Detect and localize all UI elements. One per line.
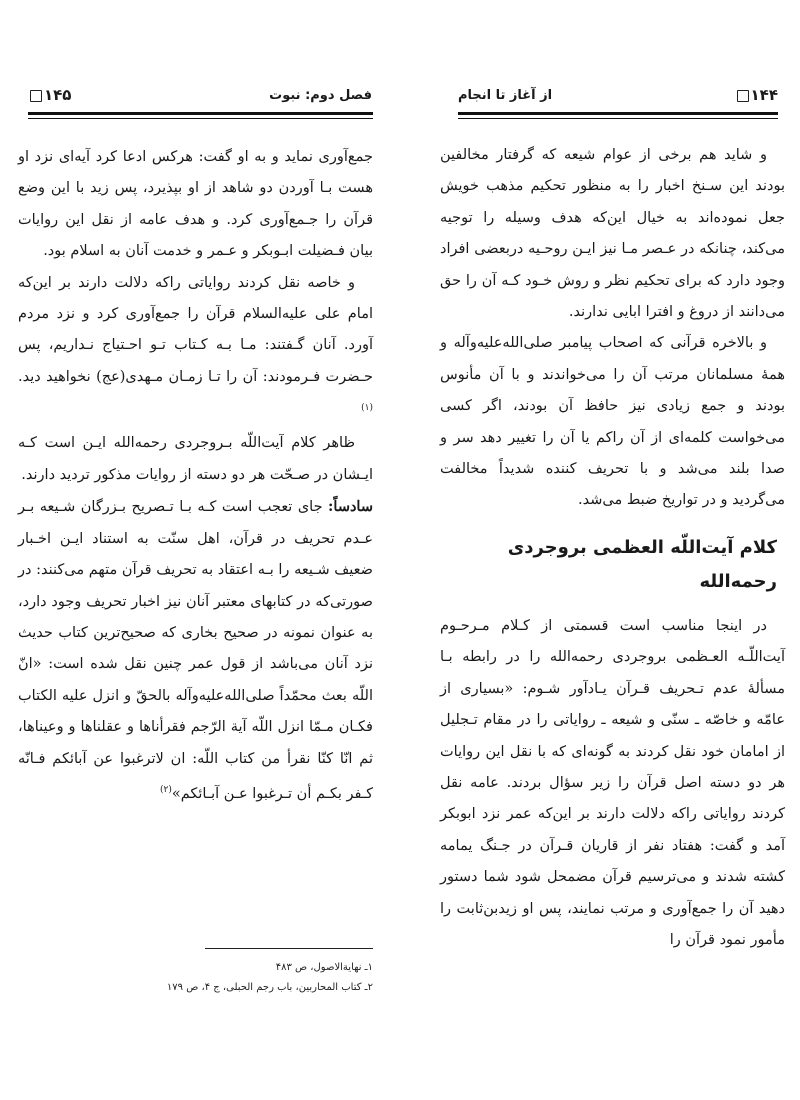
running-title: فصل دوم: نبوت bbox=[269, 88, 372, 103]
footnote-divider bbox=[205, 948, 373, 949]
header-rule bbox=[28, 112, 373, 115]
footnote-ref: (۱) bbox=[361, 403, 373, 414]
page-number bbox=[735, 86, 778, 104]
right-page bbox=[400, 0, 800, 1100]
header-rule-thin bbox=[458, 118, 778, 119]
lead-word: سادساً: bbox=[328, 498, 373, 516]
left-page-header bbox=[28, 86, 372, 108]
paragraph: ظاهر کلام آیت‌اللّه بـروجردی رحمه‌الله ایـن است کـه ایـشان در صـحّت هر دو دسته از روایات مذکور تردید دارند. bbox=[18, 435, 373, 483]
section-heading: کلام آیت‌اللّه العظمی بروجردی رحمه‌الله bbox=[507, 536, 777, 592]
paragraph bbox=[18, 268, 373, 429]
right-page-body bbox=[440, 140, 785, 956]
paragraph: در اینجا مناسب است قسمتی از کـلام مـرحـوم آیت‌اللّـه العـظمی بروجردی رحمه‌الله را در رابطه بـا مسألهٔ عدم تـحریف قـرآن یـادآور شـوم: «بسیاری از عامّه و خاصّه ـ سنّی و شیعه ـ روایاتی را در مقام تـجلیل از امامان خود نقل کردند به گونه‌ای که با نقل این روایات هر دو دسته اصل قرآن را زیر سؤال بردند. عامه نقل کردند روایاتی راکه دلالت دارند بر این‌که عمر نزد ابوبکر آمد و گفت: هفتاد نفر از قاریان قـرآن در جـنگ یمامه کشته شدند و می‌ترسیم قرآن مضمحل شود شما دستور دهید آن را جمع‌آوری و مرتب نمایند، پس او زیدبن‌ثابت را مأمور نمود قرآن را bbox=[440, 617, 785, 948]
paragraph: و بالاخره قرآنی که اصحاب پیامبر صلی‌الله‌علیه‌وآله و همهٔ مسلمانان مرتب آن را می‌خواندند و با آن مأنوس بودند و جمع زیادی نیز حافظ آن بودند، اگر کسی می‌خواست کلمه‌ای از آن راکم یا آن را تغییر دهد سر و صدا بلند می‌شد و با تحریف کننده شدیداً مخالفت می‌گردید و در تواریخ ضبط می‌شد. bbox=[440, 335, 785, 509]
page-box-icon bbox=[30, 90, 42, 102]
page-number-text: ۱۴۴ bbox=[750, 86, 778, 104]
left-page-body bbox=[18, 142, 373, 810]
paragraph-text: و خاصه نقل کردند روایاتی راکه دلالت دارند بر این‌که امام علی علیه‌السلام قرآن را جمع‌آوری کرد و نزد مردم آورد. آنان گـفتند: مـا بـه کـتاب تـو احـتیاج نـداریم، پس حـضرت فـرمودند: آن را تـا زمـان مـهدی(عج) نخواهید دید. bbox=[18, 274, 373, 385]
paragraph: و شاید هم برخی از عوام شیعه که گرفتار مخالفین بودند این سـنخ اخبار را به منظور تحکیم مذهب خویش جعل نموده‌اند به خیال این‌که هدف وسیله را توجیه می‌کند، چنانکه در عـصر مـا نیز ایـن روحـیه دربعضی افراد وجود دارد که برای تحکیم نظر و روش خـود کـه آن را حق می‌دانند از دروغ و افترا ابایی ندارند. bbox=[440, 147, 785, 321]
footnote-ref: (۲) bbox=[159, 784, 172, 795]
footnote: ۲ـ کتاب المحاربین، باب رجم الحبلی، ج ۴، ص ۱۷۹ bbox=[166, 982, 373, 993]
footnotes bbox=[28, 958, 373, 998]
paragraph bbox=[18, 491, 373, 810]
paragraph-text: جای تعجب است کـه بـا تـصریح بـزرگان شـیعه بـر عـدم تحریف در قرآن، اهل سنّت به استناد ایـن اخـبار ضعیف شـیعه را بـه اعتقاد به تحریف قرآن متهم می‌کنند: در صورتی‌که در کتابهای معتبر آنان نیز اخبار تحریف وجود دارد، به عنوان نمونه در صحیح بخاری که صحیح‌ترین کتاب حدیث نزد آنان می‌باشد از قول عمر چنین نقل شده است: «انّ اللّه بعث محمّداً صلی‌الله‌علیه‌وآله بالحقّ و انزل علیه الکتاب فکـان مـمّا انزل اللّه آیة الرّجم فقرأناها و عقلناها و وعیناها، ثم انّا کنّا نقرأ من کتاب اللّه: ان لاترغبوا عن آبائکم فـانّه کـفر بکـم أن تـرغبوا عـن آبـائکم» bbox=[18, 499, 373, 802]
footnote: ۱ـ نهایة‌الاصول، ص ۴۸۳ bbox=[275, 962, 373, 973]
header-rule-thin bbox=[28, 118, 373, 119]
header-rule bbox=[458, 112, 778, 115]
paragraph: جمع‌آوری نماید و به او گفت: هرکس ادعا کرد آیه‌ای نزد او هست بـا آوردن دو شاهد از او بپذیرد، پس زید با این وضع قرآن را جـمع‌آوری کرد. و هدف عامه از نقل این روایات بیان فـضیلت ابـوبکر و عـمر و خدمت آنان به اسلام بود. bbox=[18, 149, 373, 260]
page-number-text: ۱۴۵ bbox=[44, 86, 72, 104]
page-number bbox=[28, 86, 71, 104]
running-title: از آغاز تا انجام bbox=[458, 88, 553, 103]
right-page-header bbox=[458, 86, 778, 108]
page-box-icon bbox=[737, 90, 749, 102]
